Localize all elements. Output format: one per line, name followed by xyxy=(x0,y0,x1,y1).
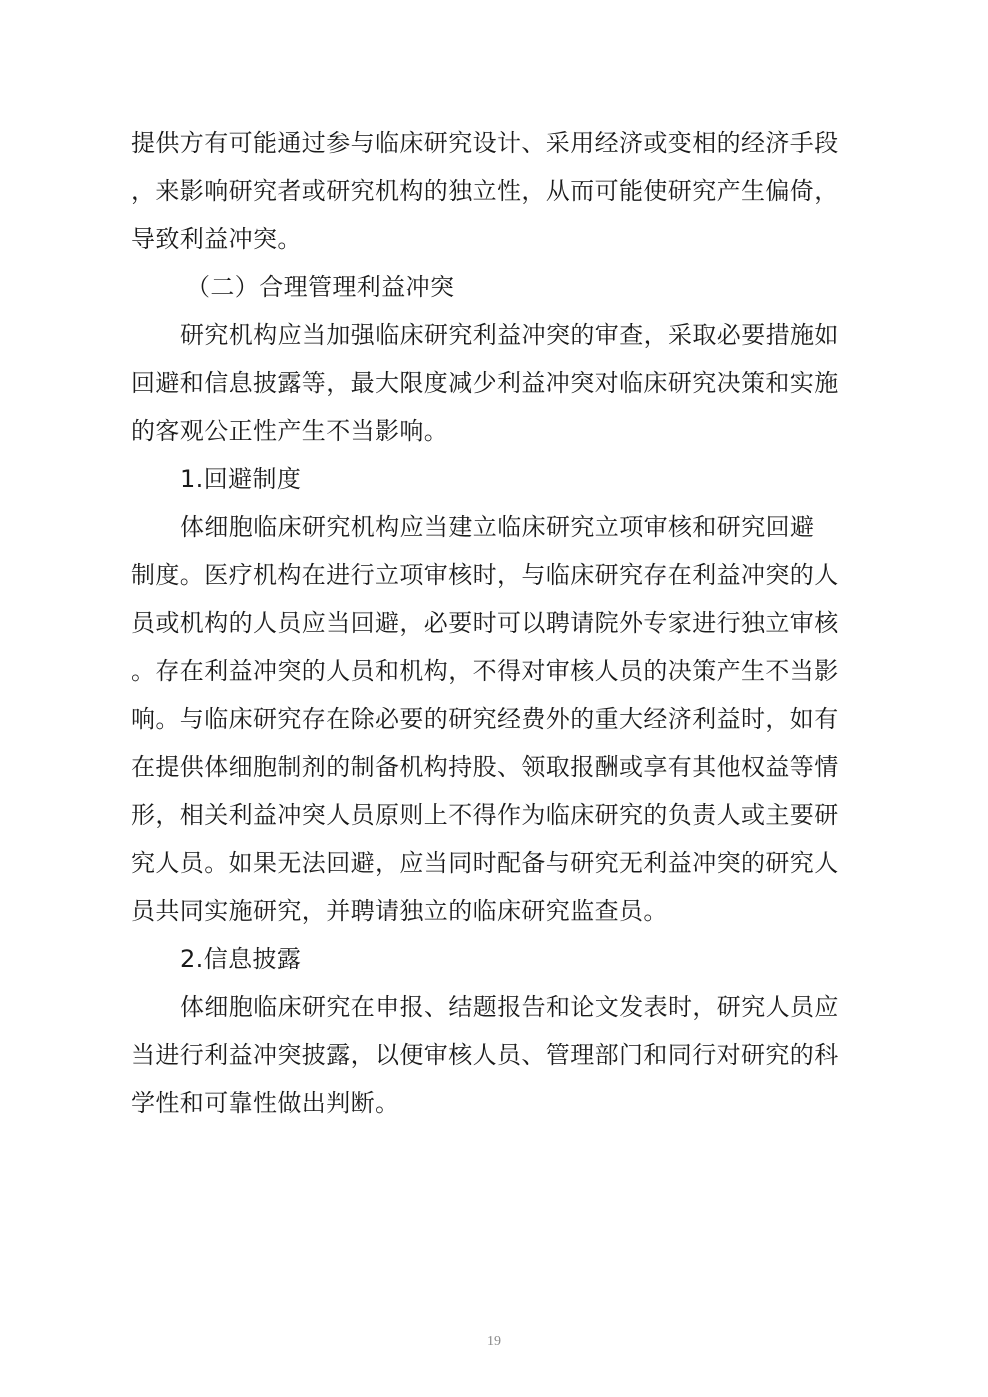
page-number: 19 xyxy=(487,1334,501,1349)
paragraph-line: 响。与临床研究存在除必要的研究经费外的重大经济利益时，如有 xyxy=(131,705,839,733)
paragraph-line: 提供方有可能通过参与临床研究设计、采用经济或变相的经济手段 xyxy=(131,129,839,157)
paragraph-line: 制度。医疗机构在进行立项审核时，与临床研究存在利益冲突的人 xyxy=(131,561,839,589)
paragraph-line: 导致利益冲突。 xyxy=(131,225,302,253)
paragraph-line: 学性和可靠性做出判断。 xyxy=(131,1089,400,1117)
paragraph-line: 回避和信息披露等，最大限度减少利益冲突对临床研究决策和实施 xyxy=(131,369,839,397)
paragraph-line: 形，相关利益冲突人员原则上不得作为临床研究的负责人或主要研 xyxy=(131,801,839,829)
paragraph-line: 体细胞临床研究机构应当建立临床研究立项审核和研究回避 xyxy=(180,513,815,541)
paragraph-line: 员共同实施研究，并聘请独立的临床研究监查员。 xyxy=(131,897,668,925)
paragraph-line: 究人员。如果无法回避，应当同时配备与研究无利益冲突的研究人 xyxy=(131,849,839,877)
paragraph-line: 。存在利益冲突的人员和机构，不得对审核人员的决策产生不当影 xyxy=(131,657,839,685)
paragraph-line: 在提供体细胞制剂的制备机构持股、领取报酬或享有其他权益等情 xyxy=(131,753,839,781)
paragraph-line: 当进行利益冲突披露，以便审核人员、管理部门和同行对研究的科 xyxy=(131,1041,839,1069)
paragraph-line: 体细胞临床研究在申报、结题报告和论文发表时，研究人员应 xyxy=(180,993,839,1021)
section-heading: （二）合理管理利益冲突 xyxy=(186,273,455,301)
subsection-heading: 1.回避制度 xyxy=(180,465,302,493)
paragraph-line: ，来影响研究者或研究机构的独立性，从而可能使研究产生偏倚， xyxy=(131,177,839,205)
paragraph-line: 研究机构应当加强临床研究利益冲突的审查，采取必要措施如 xyxy=(180,321,839,349)
subsection-heading: 2.信息披露 xyxy=(180,945,302,973)
paragraph-line: 的客观公正性产生不当影响。 xyxy=(131,417,449,445)
paragraph-line: 员或机构的人员应当回避，必要时可以聘请院外专家进行独立审核 xyxy=(131,609,839,637)
